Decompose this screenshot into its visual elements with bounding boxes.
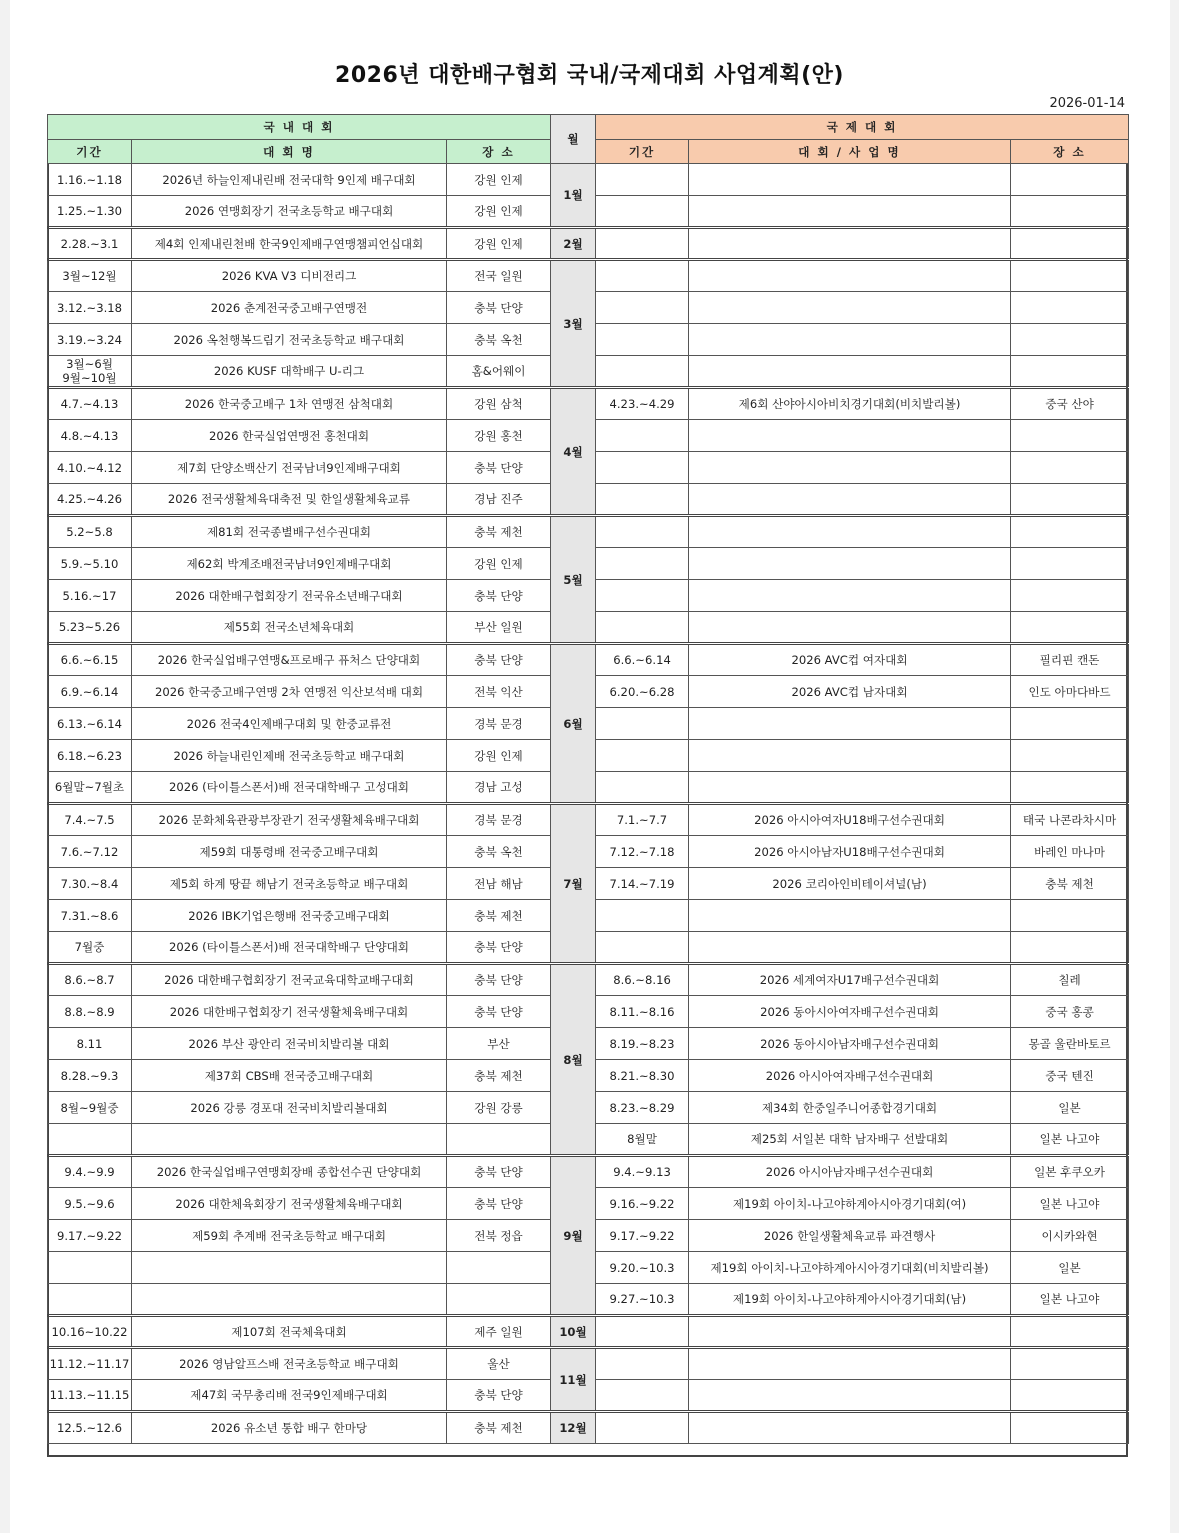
domestic-name-cell: 2026 대한체육회장기 전국생활체육배구대회 — [132, 1188, 447, 1220]
domestic-place-cell: 강원 삼척 — [447, 388, 551, 420]
international-name-cell — [689, 900, 1011, 932]
international-period-cell — [596, 740, 689, 772]
international-place-cell — [1011, 932, 1129, 964]
international-name-header: 대 회 / 사 업 명 — [689, 140, 1011, 164]
domestic-period-cell: 8.11 — [48, 1028, 132, 1060]
domestic-period-cell — [48, 1284, 132, 1316]
domestic-name-cell: 2026 IBK기업은행배 전국중고배구대회 — [132, 900, 447, 932]
international-place-cell — [1011, 1316, 1129, 1348]
domestic-name-cell: 제7회 단양소백산기 전국남녀9인제배구대회 — [132, 452, 447, 484]
international-period-cell: 7.1.~7.7 — [596, 804, 689, 836]
domestic-period-cell: 4.25.~4.26 — [48, 484, 132, 516]
international-name-cell — [689, 324, 1011, 356]
month-cell: 5월 — [551, 516, 596, 644]
month-header: 월 — [551, 115, 596, 164]
domestic-name-cell: 2026 KUSF 대학배구 U-리그 — [132, 356, 447, 388]
domestic-place-cell: 충북 단양 — [447, 996, 551, 1028]
domestic-name-cell: 제47회 국무총리배 전국9인제배구대회 — [132, 1380, 447, 1412]
international-period-cell: 8.19.~8.23 — [596, 1028, 689, 1060]
international-place-cell: 일본 — [1011, 1252, 1129, 1284]
international-place-cell — [1011, 452, 1129, 484]
domestic-place-cell: 강원 인제 — [447, 740, 551, 772]
international-period-cell — [596, 1316, 689, 1348]
table-row — [48, 964, 1129, 996]
domestic-name-cell: 2026 하늘내린인제배 전국초등학교 배구대회 — [132, 740, 447, 772]
domestic-name-cell: 제81회 전국종별배구선수권대회 — [132, 516, 447, 548]
table-row — [48, 388, 1129, 420]
international-period-cell — [596, 612, 689, 644]
international-place-cell — [1011, 356, 1129, 388]
domestic-name-cell: 2026 한국실업배구연맹회장배 종합선수권 단양대회 — [132, 1156, 447, 1188]
domestic-period-cell: 7.30.~8.4 — [48, 868, 132, 900]
domestic-name-cell: 2026 유소년 통합 배구 한마당 — [132, 1412, 447, 1444]
domestic-place-cell: 강원 인제 — [447, 196, 551, 228]
domestic-period-cell: 8월~9월중 — [48, 1092, 132, 1124]
month-cell: 1월 — [551, 164, 596, 228]
domestic-name-cell: 2026 부산 광안리 전국비치발리볼 대회 — [132, 1028, 447, 1060]
international-name-cell: 제19회 아이치-나고야하계아시아경기대회(비치발리볼) — [689, 1252, 1011, 1284]
international-place-cell — [1011, 420, 1129, 452]
domestic-period-cell: 8.8.~8.9 — [48, 996, 132, 1028]
international-period-cell — [596, 772, 689, 804]
international-place-cell — [1011, 516, 1129, 548]
domestic-place-cell: 전북 정읍 — [447, 1220, 551, 1252]
international-place-cell — [1011, 580, 1129, 612]
domestic-place-cell: 경남 진주 — [447, 484, 551, 516]
domestic-place-cell — [447, 1284, 551, 1316]
domestic-place-cell: 충북 옥천 — [447, 324, 551, 356]
international-place-cell: 중국 산야 — [1011, 388, 1129, 420]
international-period-cell — [596, 324, 689, 356]
international-place-cell — [1011, 1348, 1129, 1380]
domestic-name-cell: 제59회 대통령배 전국중고배구대회 — [132, 836, 447, 868]
domestic-period-cell: 3.12.~3.18 — [48, 292, 132, 324]
domestic-name-cell: 2026 (타이틀스폰서)배 전국대학배구 고성대회 — [132, 772, 447, 804]
international-place-cell: 인도 아마다바드 — [1011, 676, 1129, 708]
domestic-place-header: 장 소 — [447, 140, 551, 164]
international-period-cell — [596, 1380, 689, 1412]
international-place-cell — [1011, 292, 1129, 324]
domestic-period-cell: 1.16.~1.18 — [48, 164, 132, 196]
domestic-period-cell: 2.28.~3.1 — [48, 228, 132, 260]
international-place-cell — [1011, 260, 1129, 292]
international-name-cell — [689, 228, 1011, 260]
domestic-period-cell: 4.8.~4.13 — [48, 420, 132, 452]
international-period-cell — [596, 548, 689, 580]
domestic-place-cell: 충북 단양 — [447, 932, 551, 964]
international-place-cell — [1011, 196, 1129, 228]
international-period-cell: 8.21.~8.30 — [596, 1060, 689, 1092]
domestic-period-cell: 9.17.~9.22 — [48, 1220, 132, 1252]
domestic-name-cell: 2026 대한배구협회장기 전국유소년배구대회 — [132, 580, 447, 612]
table-row — [48, 1316, 1129, 1348]
international-period-cell — [596, 292, 689, 324]
international-place-cell: 중국 텐진 — [1011, 1060, 1129, 1092]
domestic-period-cell: 5.23~5.26 — [48, 612, 132, 644]
international-name-cell: 2026 코리아인비테이셔널(남) — [689, 868, 1011, 900]
domestic-place-cell: 강원 인제 — [447, 548, 551, 580]
international-period-cell — [596, 1348, 689, 1380]
domestic-period-cell: 10.16~10.22 — [48, 1316, 132, 1348]
domestic-place-cell: 강원 인제 — [447, 164, 551, 196]
domestic-name-cell: 2026 영남알프스배 전국초등학교 배구대회 — [132, 1348, 447, 1380]
international-name-cell: 제34회 한중일주니어종합경기대회 — [689, 1092, 1011, 1124]
international-place-cell — [1011, 740, 1129, 772]
domestic-name-cell: 2026년 하늘인제내린배 전국대학 9인제 배구대회 — [132, 164, 447, 196]
domestic-period-cell: 6.9.~6.14 — [48, 676, 132, 708]
domestic-place-cell: 전국 일원 — [447, 260, 551, 292]
international-place-cell: 충북 제천 — [1011, 868, 1129, 900]
domestic-name-cell: 2026 한국실업연맹전 홍천대회 — [132, 420, 447, 452]
domestic-place-cell: 충북 단양 — [447, 644, 551, 676]
international-period-cell: 9.27.~10.3 — [596, 1284, 689, 1316]
domestic-name-cell — [132, 1252, 447, 1284]
domestic-place-cell: 충북 단양 — [447, 964, 551, 996]
international-name-cell — [689, 772, 1011, 804]
domestic-period-cell: 3.19.~3.24 — [48, 324, 132, 356]
international-name-cell: 제19회 아이치-나고야하계아시아경기대회(여) — [689, 1188, 1011, 1220]
international-name-cell — [689, 356, 1011, 388]
domestic-period-cell: 7.6.~7.12 — [48, 836, 132, 868]
international-period-cell: 8.6.~8.16 — [596, 964, 689, 996]
international-name-cell: 2026 아시아여자U18배구선수권대회 — [689, 804, 1011, 836]
domestic-period-line: 3월~6월 — [66, 357, 113, 371]
international-period-cell — [596, 356, 689, 388]
domestic-name-cell: 2026 문화체육관광부장관기 전국생활체육배구대회 — [132, 804, 447, 836]
international-name-cell — [689, 580, 1011, 612]
international-name-cell — [689, 420, 1011, 452]
international-place-cell — [1011, 900, 1129, 932]
international-place-cell: 칠레 — [1011, 964, 1129, 996]
international-period-cell — [596, 1412, 689, 1444]
domestic-name-cell: 2026 대한배구협회장기 전국교육대학교배구대회 — [132, 964, 447, 996]
domestic-place-cell: 충북 제천 — [447, 900, 551, 932]
schedule-table — [47, 114, 1129, 1444]
international-name-cell — [689, 292, 1011, 324]
month-cell: 9월 — [551, 1156, 596, 1316]
international-name-cell — [689, 548, 1011, 580]
domestic-name-cell: 2026 전국생활체육대축전 및 한일생활체육교류 — [132, 484, 447, 516]
international-name-cell: 2026 동아시아여자배구선수권대회 — [689, 996, 1011, 1028]
domestic-period-cell: 1.25.~1.30 — [48, 196, 132, 228]
domestic-period-cell: 5.9.~5.10 — [48, 548, 132, 580]
international-period-cell: 9.17.~9.22 — [596, 1220, 689, 1252]
international-period-cell — [596, 164, 689, 196]
domestic-place-cell — [447, 1124, 551, 1156]
domestic-period-cell: 6.13.~6.14 — [48, 708, 132, 740]
domestic-place-cell: 충북 단양 — [447, 452, 551, 484]
international-name-cell: 2026 세계여자U17배구선수권대회 — [689, 964, 1011, 996]
international-name-cell: 2026 한일생활체육교류 파견행사 — [689, 1220, 1011, 1252]
table-row — [48, 804, 1129, 836]
international-period-cell: 4.23.~4.29 — [596, 388, 689, 420]
header-row-top — [48, 115, 1129, 140]
domestic-name-cell — [132, 1284, 447, 1316]
domestic-place-cell: 충북 옥천 — [447, 836, 551, 868]
international-period-cell — [596, 260, 689, 292]
international-name-cell — [689, 708, 1011, 740]
international-place-cell — [1011, 228, 1129, 260]
domestic-place-cell: 강원 인제 — [447, 228, 551, 260]
domestic-period-cell: 3월~12월 — [48, 260, 132, 292]
international-place-cell: 일본 나고야 — [1011, 1284, 1129, 1316]
domestic-place-cell: 경남 고성 — [447, 772, 551, 804]
domestic-place-cell: 홈&어웨이 — [447, 356, 551, 388]
international-place-cell: 일본 나고야 — [1011, 1124, 1129, 1156]
domestic-period-line: 9월~10월 — [62, 371, 117, 385]
international-period-cell — [596, 484, 689, 516]
domestic-name-cell: 제37회 CBS배 전국중고배구대회 — [132, 1060, 447, 1092]
domestic-place-cell: 강원 강릉 — [447, 1092, 551, 1124]
domestic-period-cell: 9.5.~9.6 — [48, 1188, 132, 1220]
domestic-place-cell: 충북 제천 — [447, 1060, 551, 1092]
domestic-period-cell: 5.16.~17 — [48, 580, 132, 612]
domestic-place-cell: 울산 — [447, 1348, 551, 1380]
month-cell: 8월 — [551, 964, 596, 1156]
international-place-cell: 중국 홍콩 — [1011, 996, 1129, 1028]
domestic-name-cell: 2026 한국중고배구 1차 연맹전 삼척대회 — [132, 388, 447, 420]
international-period-cell: 6.20.~6.28 — [596, 676, 689, 708]
domestic-place-cell: 부산 — [447, 1028, 551, 1060]
international-place-cell: 몽골 울란바토르 — [1011, 1028, 1129, 1060]
document-date: 2026-01-14 — [1049, 96, 1125, 111]
domestic-name-cell: 2026 연맹회장기 전국초등학교 배구대회 — [132, 196, 447, 228]
domestic-period-cell: 4.10.~4.12 — [48, 452, 132, 484]
international-place-cell — [1011, 708, 1129, 740]
international-name-cell — [689, 1380, 1011, 1412]
international-name-cell — [689, 1412, 1011, 1444]
international-name-cell: 2026 동아시아남자배구선수권대회 — [689, 1028, 1011, 1060]
international-place-cell — [1011, 548, 1129, 580]
domestic-place-cell: 충북 제천 — [447, 1412, 551, 1444]
domestic-period-cell: 4.7.~4.13 — [48, 388, 132, 420]
international-period-cell: 9.4.~9.13 — [596, 1156, 689, 1188]
table-row — [48, 516, 1129, 548]
domestic-period-cell: 11.12.~11.17 — [48, 1348, 132, 1380]
domestic-period-cell: 8.28.~9.3 — [48, 1060, 132, 1092]
international-name-cell: 2026 아시아여자배구선수권대회 — [689, 1060, 1011, 1092]
domestic-place-cell: 강원 홍천 — [447, 420, 551, 452]
international-place-cell: 필리핀 캔돈 — [1011, 644, 1129, 676]
domestic-place-cell: 충북 제천 — [447, 516, 551, 548]
table-row — [48, 260, 1129, 292]
table-row — [48, 644, 1129, 676]
domestic-place-cell — [447, 1252, 551, 1284]
domestic-name-cell: 2026 옥천행복드림기 전국초등학교 배구대회 — [132, 324, 447, 356]
domestic-name-cell: 제5회 하계 땅끝 해남기 전국초등학교 배구대회 — [132, 868, 447, 900]
international-name-cell — [689, 260, 1011, 292]
international-period-cell — [596, 580, 689, 612]
domestic-name-cell: 2026 KVA V3 디비전리그 — [132, 260, 447, 292]
table-row — [48, 1348, 1129, 1380]
international-name-cell — [689, 1316, 1011, 1348]
international-period-cell: 7.12.~7.18 — [596, 836, 689, 868]
month-cell: 10월 — [551, 1316, 596, 1348]
international-name-cell: 2026 아시아남자배구선수권대회 — [689, 1156, 1011, 1188]
international-place-cell — [1011, 612, 1129, 644]
month-cell: 7월 — [551, 804, 596, 964]
international-name-cell — [689, 196, 1011, 228]
schedule-table-frame — [47, 114, 1128, 1457]
domestic-name-cell: 2026 강릉 경포대 전국비치발리볼대회 — [132, 1092, 447, 1124]
international-place-cell: 이시카와현 — [1011, 1220, 1129, 1252]
domestic-period-cell: 11.13.~11.15 — [48, 1380, 132, 1412]
international-period-cell — [596, 900, 689, 932]
international-place-cell: 일본 후쿠오카 — [1011, 1156, 1129, 1188]
table-row — [48, 228, 1129, 260]
domestic-place-cell: 부산 일원 — [447, 612, 551, 644]
international-place-cell: 바레인 마나마 — [1011, 836, 1129, 868]
domestic-name-cell: 2026 한국중고배구연맹 2차 연맹전 익산보석배 대회 — [132, 676, 447, 708]
domestic-place-cell: 경북 문경 — [447, 804, 551, 836]
international-place-cell — [1011, 484, 1129, 516]
international-place-cell — [1011, 1412, 1129, 1444]
table-row — [48, 1156, 1129, 1188]
domestic-name-header: 대 회 명 — [132, 140, 447, 164]
domestic-period-cell: 7.4.~7.5 — [48, 804, 132, 836]
month-cell: 12월 — [551, 1412, 596, 1444]
domestic-place-cell: 충북 단양 — [447, 1188, 551, 1220]
international-period-cell — [596, 932, 689, 964]
month-cell: 3월 — [551, 260, 596, 388]
domestic-place-cell: 충북 단양 — [447, 292, 551, 324]
international-name-cell — [689, 484, 1011, 516]
international-name-cell — [689, 740, 1011, 772]
international-place-header: 장 소 — [1011, 140, 1129, 164]
domestic-name-cell: 제59회 추계배 전국초등학교 배구대회 — [132, 1220, 447, 1252]
domestic-period-cell: 7월중 — [48, 932, 132, 964]
month-cell: 11월 — [551, 1348, 596, 1412]
international-name-cell — [689, 1348, 1011, 1380]
international-period-cell: 8.23.~8.29 — [596, 1092, 689, 1124]
international-period-cell: 8월말 — [596, 1124, 689, 1156]
domestic-period-cell: 9.4.~9.9 — [48, 1156, 132, 1188]
international-period-cell — [596, 708, 689, 740]
domestic-period-cell: 8.6.~8.7 — [48, 964, 132, 996]
international-name-cell — [689, 164, 1011, 196]
international-name-cell: 제25회 서일본 대학 남자배구 선발대회 — [689, 1124, 1011, 1156]
international-name-cell: 제6회 산야아시아비치경기대회(비치발리볼) — [689, 388, 1011, 420]
international-place-cell: 일본 — [1011, 1092, 1129, 1124]
international-place-cell — [1011, 1380, 1129, 1412]
table-row — [48, 164, 1129, 196]
international-name-cell — [689, 612, 1011, 644]
international-name-cell — [689, 452, 1011, 484]
month-cell: 2월 — [551, 228, 596, 260]
domestic-name-cell: 제4회 인제내린천배 한국9인제배구연맹챔피언십대회 — [132, 228, 447, 260]
domestic-place-cell: 전남 해남 — [447, 868, 551, 900]
domestic-period-cell: 6월말~7월초 — [48, 772, 132, 804]
international-period-cell: 9.20.~10.3 — [596, 1252, 689, 1284]
domestic-period-cell — [48, 1124, 132, 1156]
domestic-period-cell — [48, 356, 132, 388]
domestic-place-cell: 경북 문경 — [447, 708, 551, 740]
international-period-cell: 9.16.~9.22 — [596, 1188, 689, 1220]
international-place-cell — [1011, 324, 1129, 356]
domestic-period-cell: 12.5.~12.6 — [48, 1412, 132, 1444]
table-row — [48, 1412, 1129, 1444]
schedule-body — [48, 115, 1129, 1444]
domestic-period-cell: 5.2~5.8 — [48, 516, 132, 548]
domestic-name-cell: 2026 전국4인제배구대회 및 한중교류전 — [132, 708, 447, 740]
domestic-header: 국 내 대 회 — [48, 115, 551, 140]
international-place-cell: 일본 나고야 — [1011, 1188, 1129, 1220]
international-header: 국 제 대 회 — [596, 115, 1129, 140]
domestic-period-header: 기간 — [48, 140, 132, 164]
domestic-period-cell: 6.18.~6.23 — [48, 740, 132, 772]
international-place-cell — [1011, 772, 1129, 804]
domestic-period-cell: 6.6.~6.15 — [48, 644, 132, 676]
international-name-cell: 2026 AVC컵 여자대회 — [689, 644, 1011, 676]
international-period-cell: 8.11.~8.16 — [596, 996, 689, 1028]
international-place-cell — [1011, 164, 1129, 196]
domestic-name-cell: 2026 (타이틀스폰서)배 전국대학배구 단양대회 — [132, 932, 447, 964]
domestic-name-cell: 2026 한국실업배구연맹&프로배구 퓨처스 단양대회 — [132, 644, 447, 676]
international-period-cell — [596, 420, 689, 452]
international-name-cell — [689, 932, 1011, 964]
international-period-cell — [596, 452, 689, 484]
month-cell: 4월 — [551, 388, 596, 516]
international-period-header: 기간 — [596, 140, 689, 164]
international-period-cell — [596, 516, 689, 548]
domestic-place-cell: 충북 단양 — [447, 580, 551, 612]
international-name-cell: 제19회 아이치-나고야하계아시아경기대회(남) — [689, 1284, 1011, 1316]
domestic-name-cell: 2026 대한배구협회장기 전국생활체육배구대회 — [132, 996, 447, 1028]
domestic-period-cell: 7.31.~8.6 — [48, 900, 132, 932]
domestic-name-cell — [132, 1124, 447, 1156]
month-cell: 6월 — [551, 644, 596, 804]
international-period-cell: 6.6.~6.14 — [596, 644, 689, 676]
domestic-period-cell — [48, 1252, 132, 1284]
international-period-cell: 7.14.~7.19 — [596, 868, 689, 900]
domestic-name-cell: 제55회 전국소년체육대회 — [132, 612, 447, 644]
domestic-place-cell: 충북 단양 — [447, 1380, 551, 1412]
domestic-name-cell: 제107회 전국체육대회 — [132, 1316, 447, 1348]
domestic-place-cell: 제주 일원 — [447, 1316, 551, 1348]
international-name-cell — [689, 516, 1011, 548]
domestic-name-cell: 2026 춘계전국중고배구연맹전 — [132, 292, 447, 324]
international-name-cell: 2026 아시아남자U18배구선수권대회 — [689, 836, 1011, 868]
domestic-place-cell: 전북 익산 — [447, 676, 551, 708]
domestic-name-cell: 제62회 박계조배전국남녀9인제배구대회 — [132, 548, 447, 580]
international-period-cell — [596, 196, 689, 228]
international-name-cell: 2026 AVC컵 남자대회 — [689, 676, 1011, 708]
page-title: 2026년 대한배구협회 국내/국제대회 사업계획(안) — [335, 63, 844, 88]
international-place-cell: 태국 나콘라차시마 — [1011, 804, 1129, 836]
international-period-cell — [596, 228, 689, 260]
domestic-place-cell: 충북 단양 — [447, 1156, 551, 1188]
